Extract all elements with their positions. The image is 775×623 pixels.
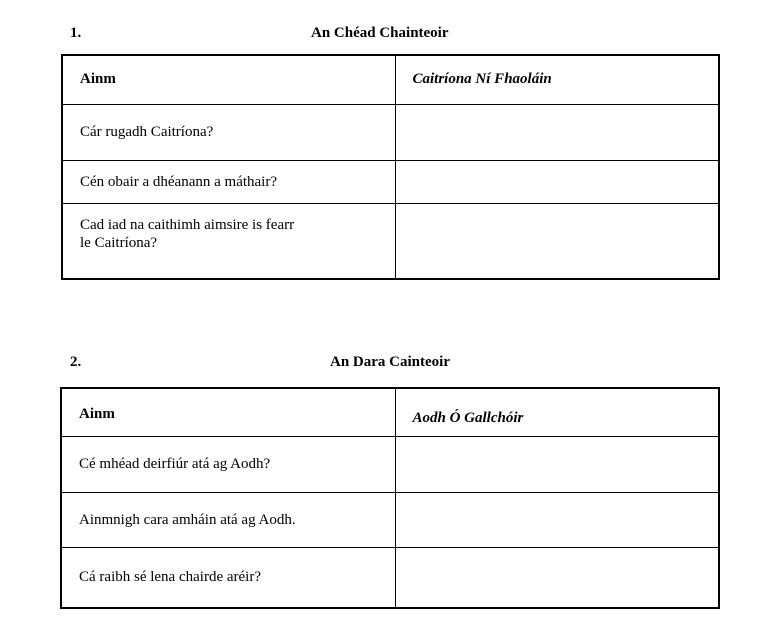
answer-cell[interactable] (395, 104, 719, 160)
section-2-table (60, 387, 720, 609)
question-text: Cé mhéad deirfiúr atá ag Aodh? (61, 436, 395, 492)
question-row (61, 547, 719, 608)
question-row (61, 492, 719, 547)
question-text: Ainmnigh cara amháin atá ag Aodh. (61, 492, 395, 547)
question-text: Cén obair a dhéanann a máthair? (62, 160, 395, 203)
question-text: Cár rugadh Caitríona? (62, 104, 395, 160)
name-label: Ainm (61, 388, 395, 436)
question-text: Cad iad na caithimh aimsire is fearr le Caitríona? (62, 203, 395, 279)
question-row (62, 160, 719, 203)
answer-cell[interactable] (395, 436, 719, 492)
section-1-number: 1. (70, 25, 82, 41)
answer-cell[interactable] (395, 203, 719, 279)
section-2-title: An Dara Cainteoir (330, 354, 450, 370)
answer-cell[interactable] (395, 547, 719, 608)
question-row (62, 203, 719, 279)
speaker-name: Caitríona Ní Fhaoláin (395, 55, 719, 104)
section-1-title: An Chéad Chainteoir (311, 25, 449, 41)
speaker-name: Aodh Ó Gallchóir (395, 388, 719, 436)
name-row (62, 55, 719, 104)
section-2-number: 2. (70, 354, 82, 370)
section-1-table (61, 54, 720, 280)
question-row (61, 436, 719, 492)
answer-cell[interactable] (395, 160, 719, 203)
question-text: Cá raibh sé lena chairde aréir? (61, 547, 395, 608)
name-label: Ainm (62, 55, 395, 104)
answer-cell[interactable] (395, 492, 719, 547)
name-row (61, 388, 719, 436)
question-row (62, 104, 719, 160)
